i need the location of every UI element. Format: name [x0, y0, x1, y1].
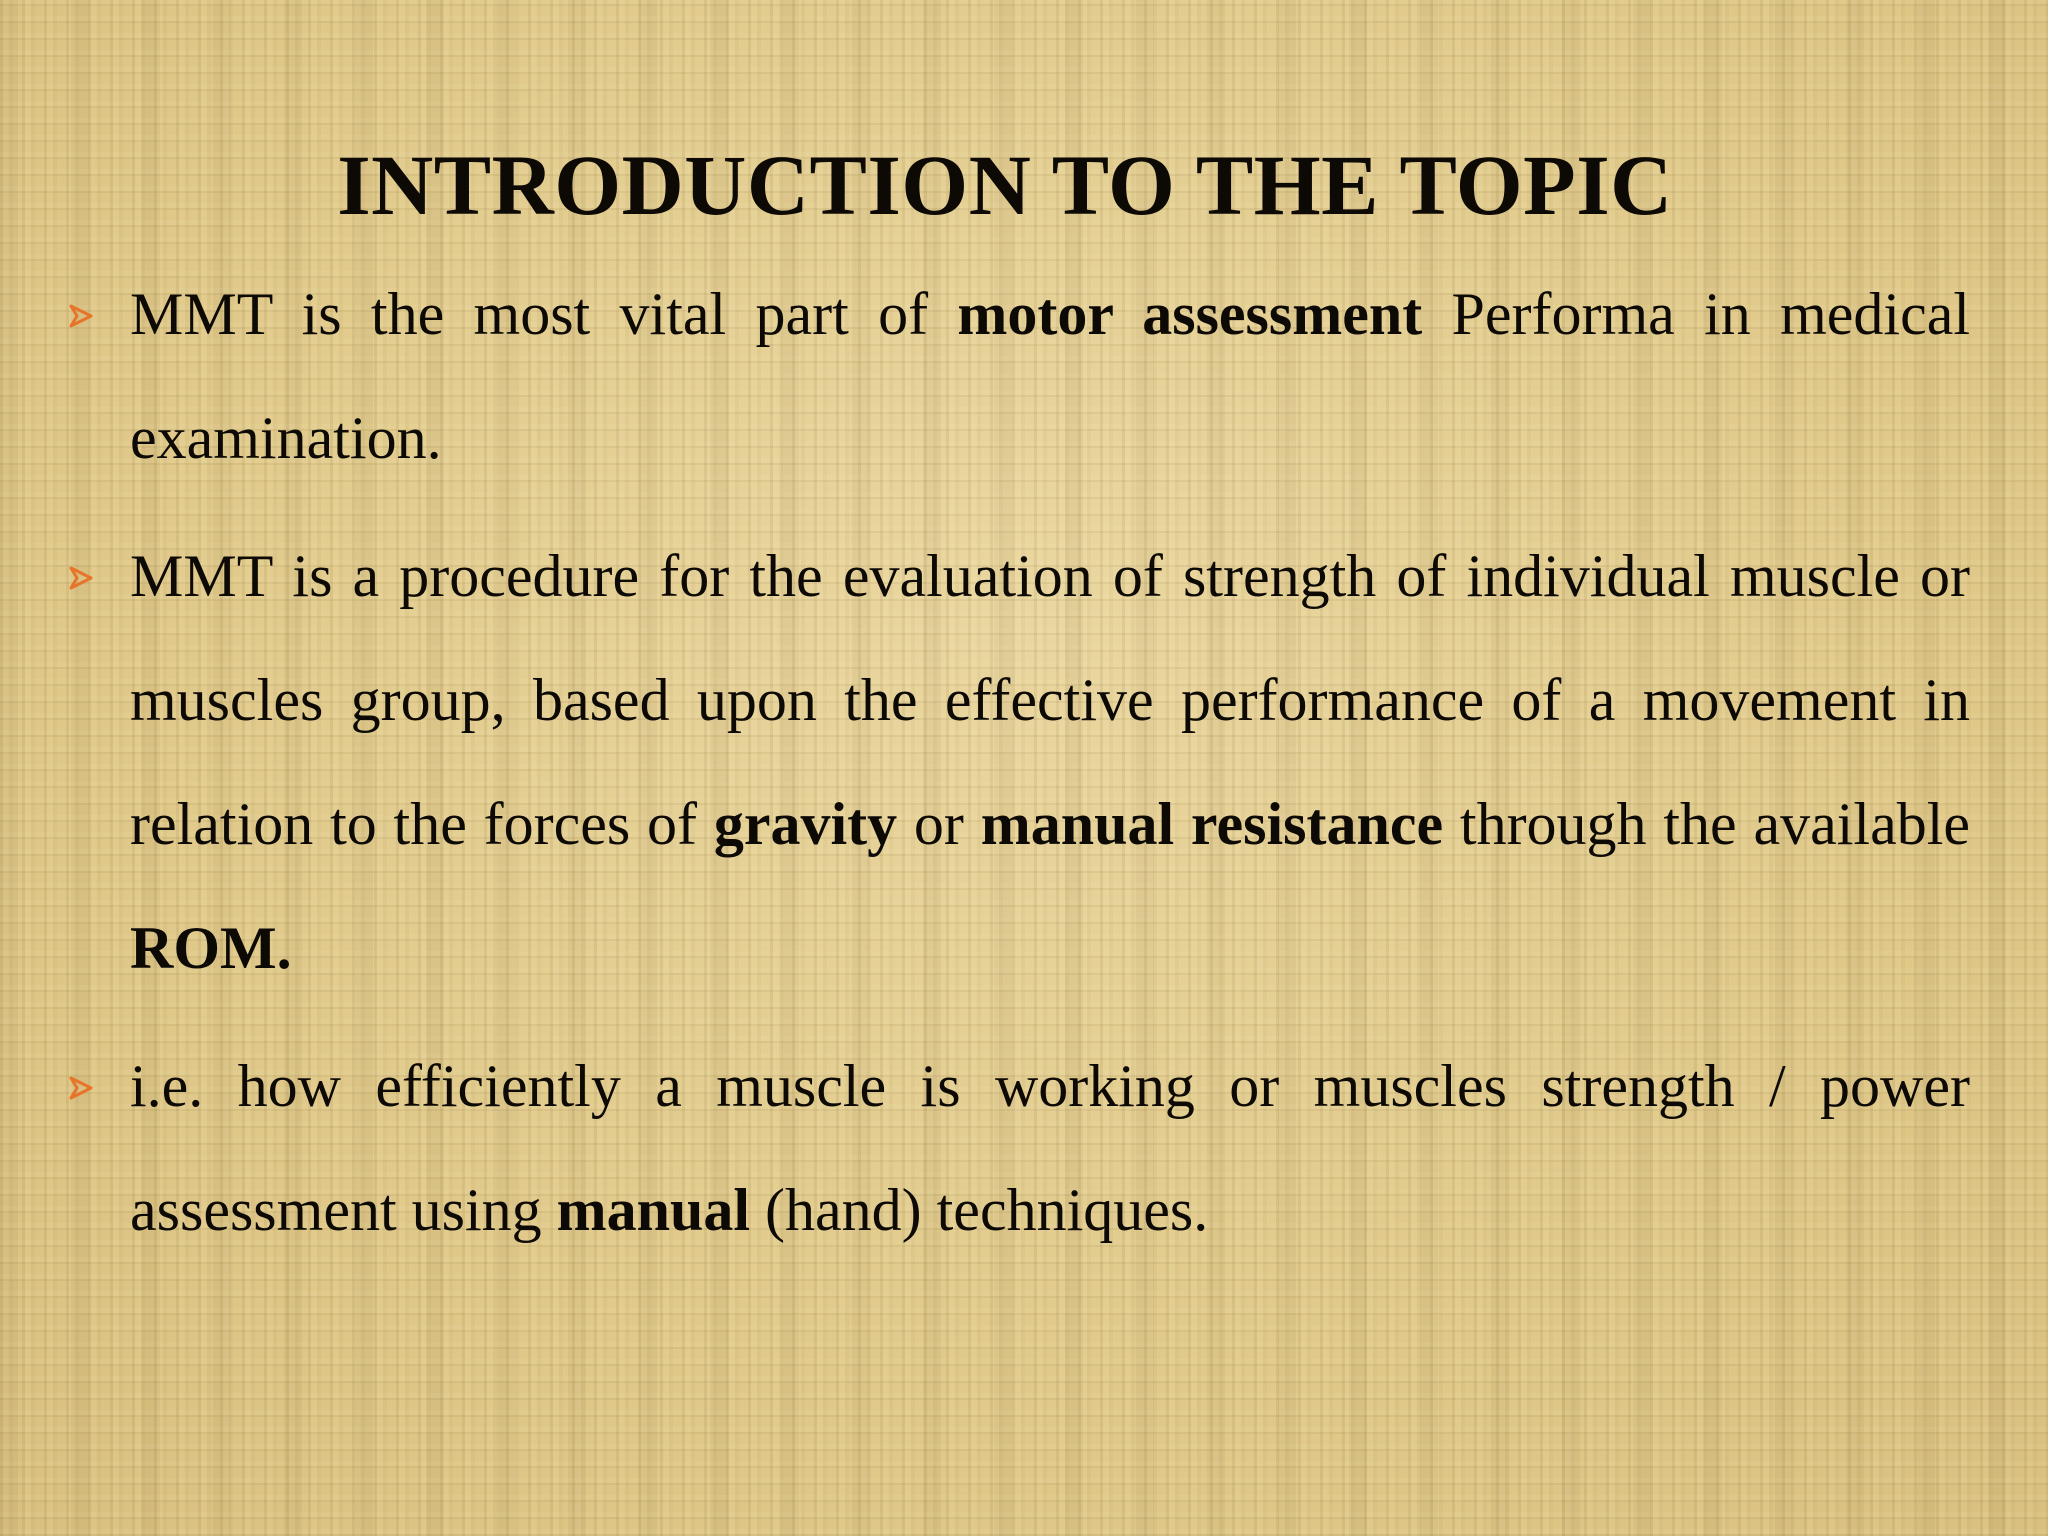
bullet-item — [130, 252, 1970, 500]
bullet-text-bold: manual resistance — [980, 791, 1444, 857]
bullet-item — [130, 514, 1970, 1010]
bullet-text-segment: i.e. how efficiently a muscle is working or muscles strength / power assessment using — [130, 1053, 1970, 1243]
arrowhead-bullet-icon — [68, 565, 94, 591]
bullet-text-segment: MMT is a procedure for the evaluation of strength of individual muscle or muscles group, based upon the effective performance of a movement in relation to the forces of — [130, 543, 1970, 857]
bullet-text — [130, 1053, 1970, 1243]
slide-title: INTRODUCTION TO THE TOPIC — [337, 137, 1673, 233]
arrowhead-bullet-icon — [68, 1075, 94, 1101]
bullet-text — [130, 281, 1970, 471]
bullet-text-segment: through the available — [1443, 791, 1971, 857]
bullet-text-segment: MMT is the most vital part of — [130, 281, 958, 347]
bullet-text-segment: or — [897, 791, 981, 857]
bullet-item — [130, 1024, 1970, 1272]
bullet-text-bold: gravity — [713, 791, 898, 857]
bullet-list — [130, 252, 1970, 1286]
bullet-text-bold: motor assessment — [957, 281, 1423, 347]
arrowhead-bullet-icon — [68, 303, 94, 329]
bullet-text — [130, 543, 1970, 981]
bullet-text-bold: manual — [556, 1177, 751, 1243]
bullet-text-segment: (hand) techniques. — [750, 1177, 1209, 1243]
bullet-text-bold: ROM. — [130, 915, 292, 981]
bullet-text-segment: Performa in medical examination. — [130, 281, 1970, 471]
